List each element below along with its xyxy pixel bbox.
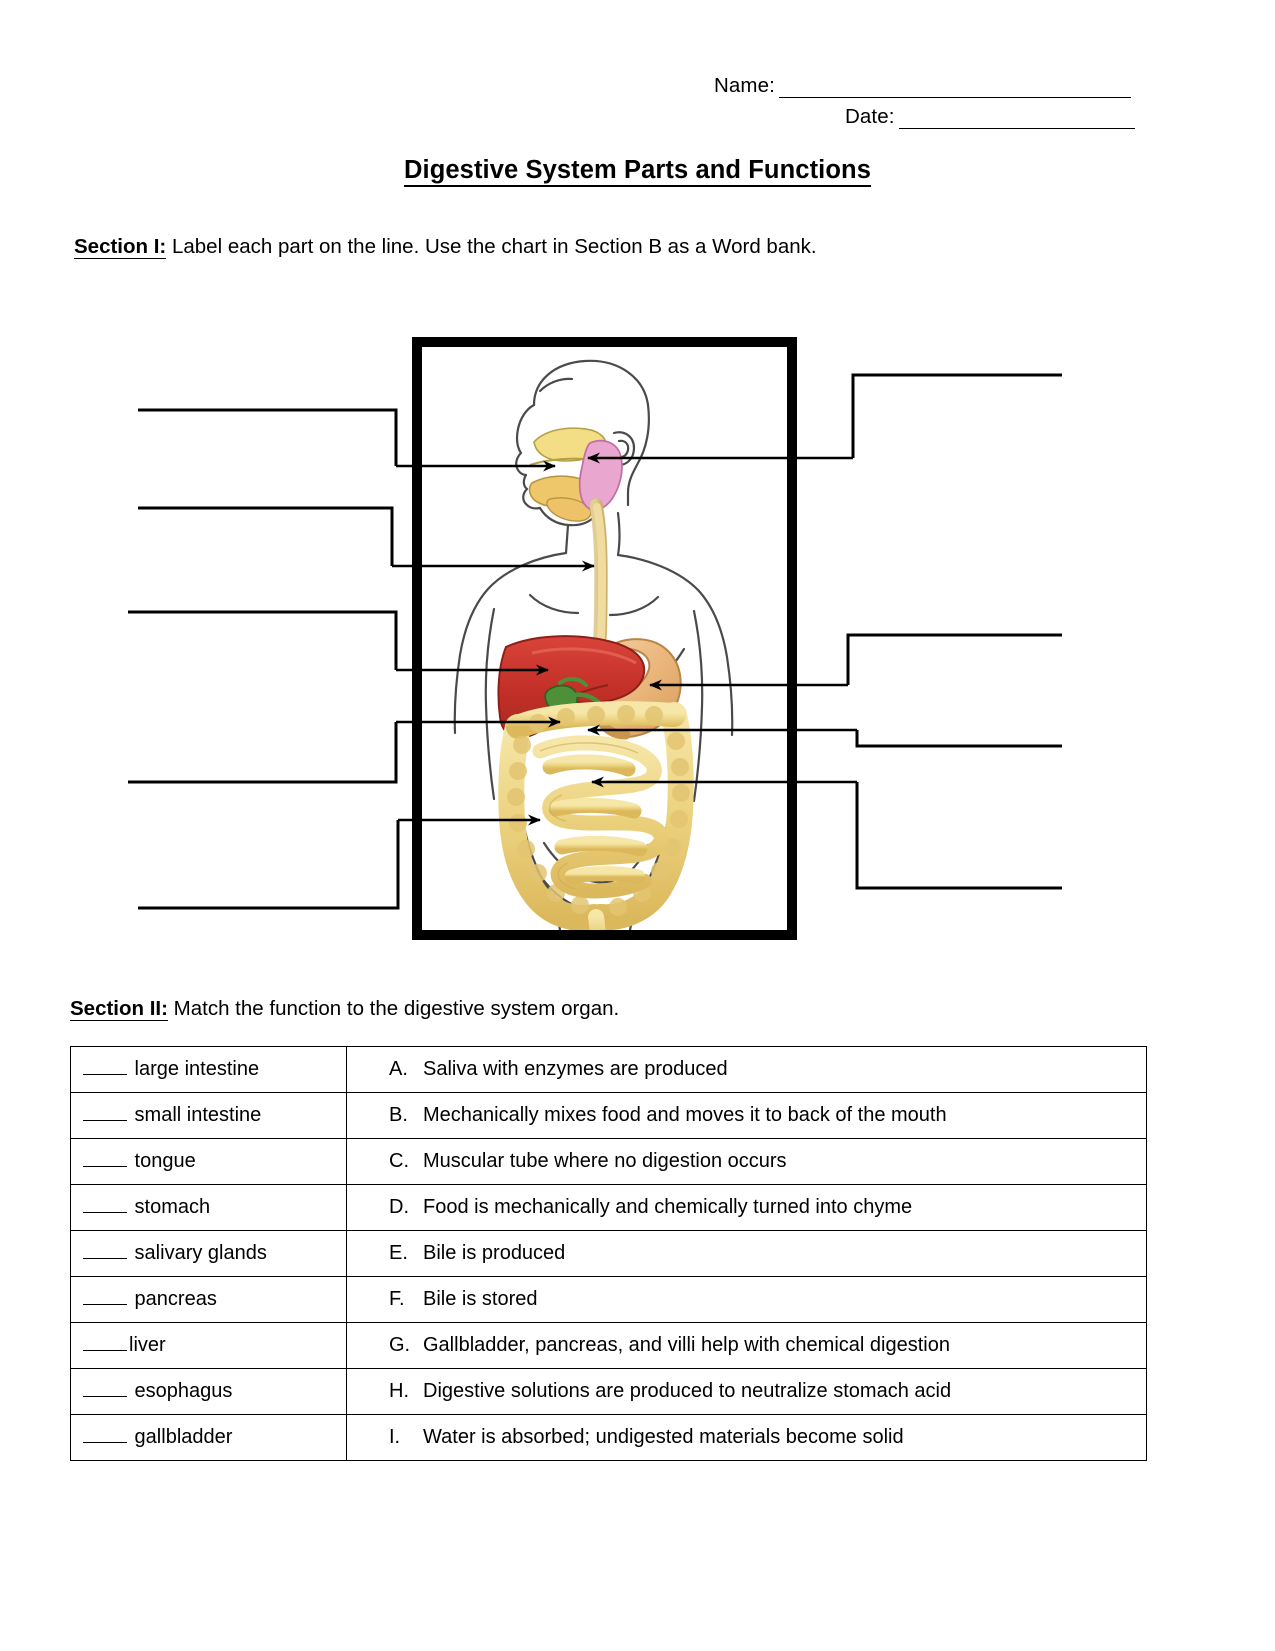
organ-name: esophagus — [129, 1380, 233, 1402]
section-1-text: Label each part on the line. Use the chart in Section B as a Word bank. — [166, 235, 817, 258]
table-row — [71, 1277, 1147, 1323]
pharynx-organ — [580, 441, 622, 510]
function-cell — [347, 1369, 1147, 1415]
function-letter: B. — [389, 1104, 408, 1126]
digestive-system-figure — [0, 330, 1275, 955]
answer-blank[interactable] — [83, 1197, 127, 1213]
function-letter: A. — [389, 1058, 408, 1080]
organ-name: tongue — [129, 1150, 196, 1172]
table-row — [71, 1093, 1147, 1139]
function-cell — [347, 1185, 1147, 1231]
function-letter: H. — [389, 1380, 409, 1402]
function-text: Food is mechanically and chemically turned into chyme — [423, 1196, 913, 1218]
answer-blank[interactable] — [83, 1381, 127, 1397]
leader-left-4-writeline — [128, 722, 396, 782]
answer-blank[interactable] — [83, 1151, 127, 1167]
organ-name: pancreas — [129, 1288, 217, 1310]
leader-left-1-writeline — [138, 410, 396, 466]
function-cell — [347, 1415, 1147, 1461]
function-text: Water is absorbed; undigested materials become solid — [423, 1426, 904, 1448]
answer-blank[interactable] — [83, 1243, 127, 1259]
organ-name: stomach — [129, 1196, 211, 1218]
leader-right-4-writeline — [857, 782, 1062, 888]
leader-left-5-writeline — [138, 820, 398, 908]
organ-cell[interactable] — [71, 1369, 347, 1415]
organ-cell[interactable] — [71, 1277, 347, 1323]
organ-name: liver — [129, 1334, 166, 1356]
function-letter: C. — [389, 1150, 409, 1172]
organ-name: gallbladder — [129, 1426, 233, 1448]
figure-frame-border — [412, 337, 797, 940]
function-cell — [347, 1277, 1147, 1323]
function-text: Mechanically mixes food and moves it to back of the mouth — [423, 1104, 947, 1126]
name-write-in-line[interactable] — [779, 80, 1131, 98]
table-row — [71, 1323, 1147, 1369]
organ-name: large intestine — [129, 1058, 260, 1080]
function-cell — [347, 1139, 1147, 1185]
function-cell — [347, 1047, 1147, 1093]
leader-right-1-writeline — [853, 375, 1062, 458]
organ-cell[interactable] — [71, 1415, 347, 1461]
function-text: Bile is stored — [423, 1288, 538, 1310]
function-text: Gallbladder, pancreas, and villi help with chemical digestion — [423, 1334, 950, 1356]
section-2-text: Match the function to the digestive system organ. — [167, 997, 620, 1020]
organ-cell[interactable] — [71, 1139, 347, 1185]
leader-left-2-writeline — [138, 508, 392, 566]
function-cell — [347, 1323, 1147, 1369]
function-letter: G. — [389, 1334, 411, 1356]
function-text: Digestive solutions are produced to neutralize stomach acid — [423, 1380, 952, 1402]
page-title-text: Digestive System Parts and Functions — [404, 156, 871, 187]
leader-right-3-writeline — [857, 730, 1062, 746]
section-2-label: Section II: — [70, 997, 168, 1020]
function-text: Saliva with enzymes are produced — [423, 1058, 728, 1080]
organ-cell[interactable] — [71, 1093, 347, 1139]
matching-table — [70, 1046, 1147, 1461]
small-intestine-organ — [540, 743, 661, 891]
organ-cell[interactable] — [71, 1323, 347, 1369]
digestive-system-illustration — [422, 347, 787, 930]
function-text: Muscular tube where no digestion occurs — [423, 1150, 787, 1172]
section-1-instructions — [74, 235, 817, 259]
name-label: Name: — [714, 74, 775, 97]
answer-blank[interactable] — [83, 1427, 127, 1443]
section-2-instructions — [70, 997, 619, 1021]
table-row — [71, 1185, 1147, 1231]
date-write-in-line[interactable] — [899, 111, 1135, 129]
answer-blank[interactable] — [83, 1335, 127, 1351]
date-label: Date: — [845, 105, 895, 128]
rectum-organ — [596, 917, 598, 930]
table-row — [71, 1369, 1147, 1415]
function-text: Bile is produced — [423, 1242, 566, 1264]
organ-cell[interactable] — [71, 1185, 347, 1231]
organ-name: small intestine — [129, 1104, 262, 1126]
answer-blank[interactable] — [83, 1289, 127, 1305]
organ-cell[interactable] — [71, 1047, 347, 1093]
function-letter: F. — [389, 1288, 405, 1310]
table-row — [71, 1415, 1147, 1461]
table-row — [71, 1139, 1147, 1185]
page-title — [0, 156, 1275, 185]
function-cell — [347, 1231, 1147, 1277]
function-letter: E. — [389, 1242, 408, 1264]
table-row — [71, 1231, 1147, 1277]
answer-blank[interactable] — [83, 1059, 127, 1075]
organ-name: salivary glands — [129, 1242, 267, 1264]
leader-right-2-writeline — [848, 635, 1062, 685]
function-cell — [347, 1093, 1147, 1139]
function-letter: D. — [389, 1196, 409, 1218]
name-field-row — [714, 74, 1131, 98]
organ-cell[interactable] — [71, 1231, 347, 1277]
leader-left-3-writeline — [128, 612, 396, 670]
date-field-row — [845, 105, 1135, 129]
section-1-label: Section I: — [74, 235, 167, 258]
matching-table-body — [71, 1047, 1147, 1461]
function-letter: I. — [389, 1426, 401, 1448]
table-row — [71, 1047, 1147, 1093]
answer-blank[interactable] — [83, 1105, 127, 1121]
